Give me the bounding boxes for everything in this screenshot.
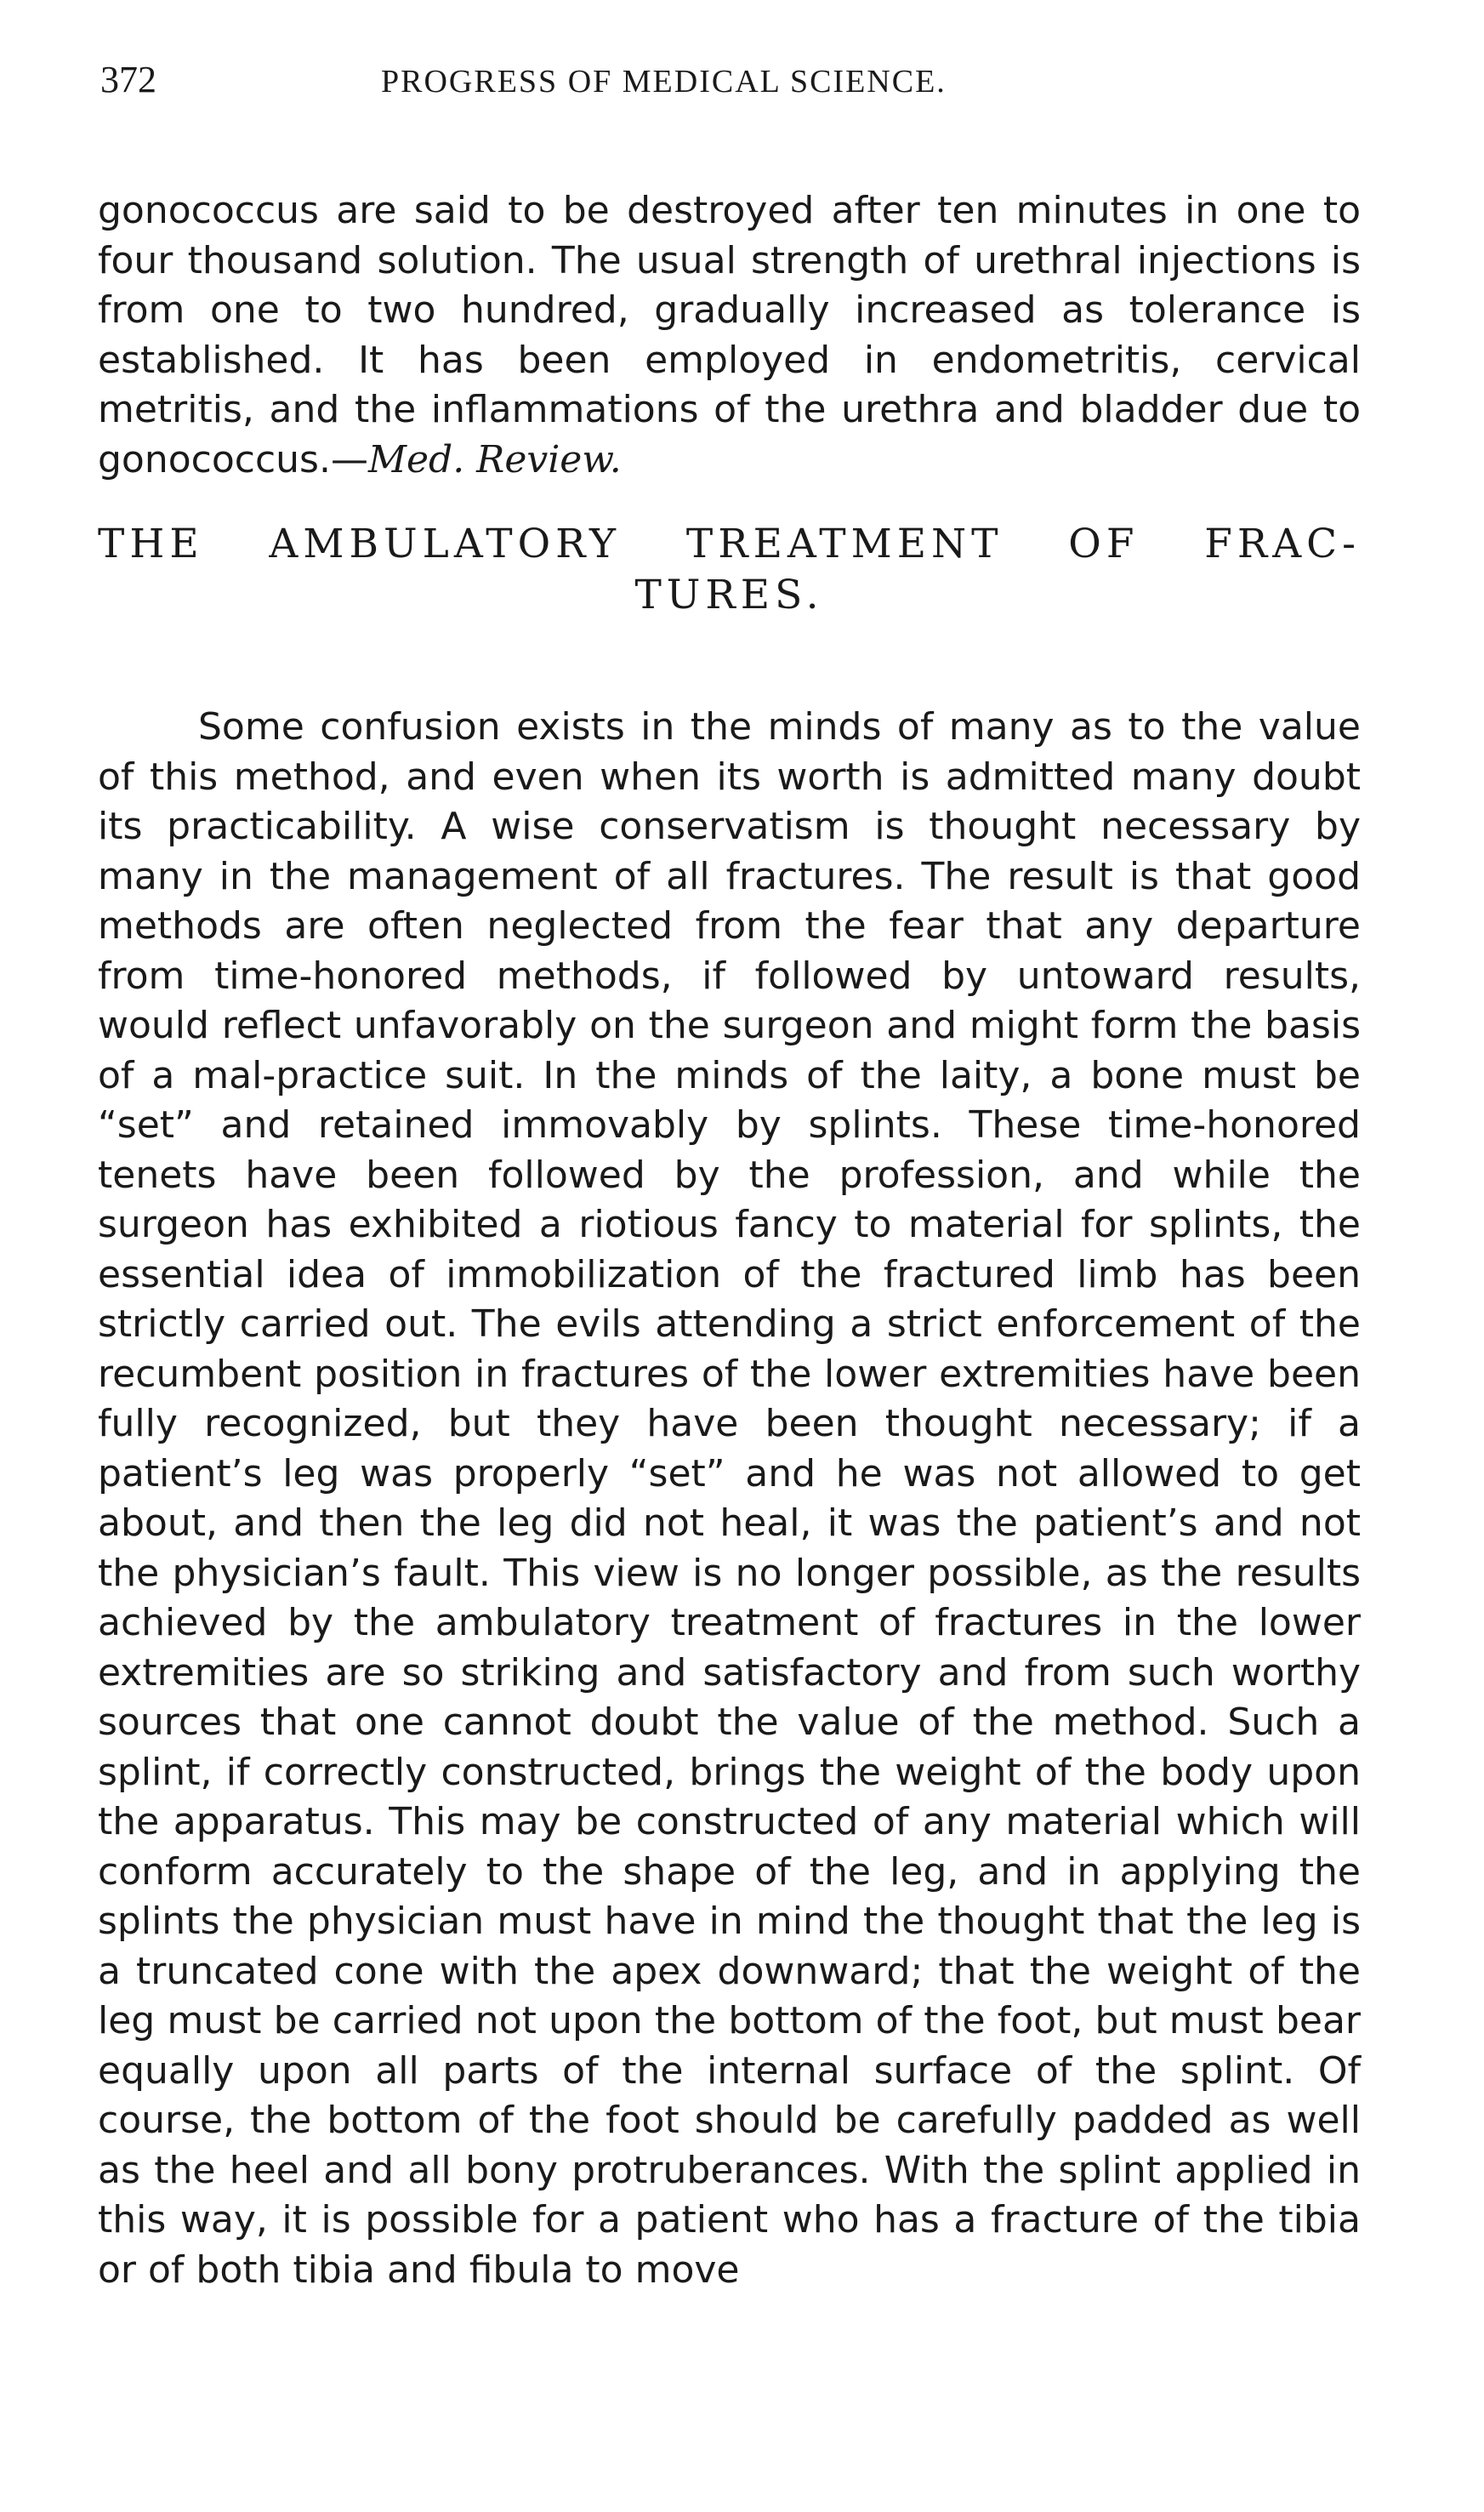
page-number: 372 — [100, 59, 156, 100]
running-title: PROGRESS OF MEDICAL SCIENCE. — [381, 64, 947, 100]
article-heading-line-1: THE AMBULATORY TREATMENT OF FRAC- — [98, 521, 1361, 567]
article-body-paragraph: Some confusion exists in the minds of many as to the value of this method, and even when its worth is admitted many doubt its practicability. A wise conservatism is thought necessary by many in the management of all fractures. The result is that good methods are often neglected from the fear that any departure from time-honored methods, if followed by untoward results, would reflect unfavorably on the surgeon and might form the basis of a mal-practice suit. In the minds of the laity, a bone must be “set” and retained immovably by splints. These time-honored tenets have been followed by the profession, and while the surgeon has exhibited a riotious fancy to material for splints, the essential idea of immobilization of the fractured limb has been strictly carried out. The evils attending a strict enforcement of the recumbent position in fractures of the lower extremities have been fully recognized, but they have been thought necessary; if a patient’s leg was properly “set” and he was not allowed to get about, and then the leg did not heal, it was the patient’s and not the physician’s fault. This view is no longer possible, as the results achieved by the ambulatory treatment of fractures in the lower extremities are so striking and satisfactory and from such worthy sources that one cannot doubt the value of the method. Such a splint, if correctly constructed, brings the weight of the body upon the apparatus. This may be constructed of any material which will conform accurately to the shape of the leg, and in applying the splints the physician must have in mind the thought that the leg is a truncated cone with the apex downward; that the weight of the leg must be carried not upon the bottom of the foot, but must bear equally upon all parts of the internal surface of the splint. Of course, the bottom of the foot should be carefully padded as well as the heel and all bony protruberances. With the splint applied in this way, it is possible for a patient who has a fracture of the tibia or of both tibia and fibula to move — [98, 705, 1361, 2292]
carryover-paragraph — [98, 186, 1361, 485]
running-head — [100, 58, 1376, 109]
carryover-text: gonococcus are said to be destroyed after ten minutes in one to four thousand solution. The usual strength of urethral injections is from one to two hundred, gradually increased as tolerance is established. It has been employed in endometritis, cervical metritis, and the inflammations of the urethra and bladder due to gonococcus.— — [98, 189, 1361, 481]
article-heading-line-2: TURES. — [634, 572, 824, 618]
article-heading — [98, 519, 1361, 621]
citation-source: Med. Review. — [367, 437, 622, 481]
